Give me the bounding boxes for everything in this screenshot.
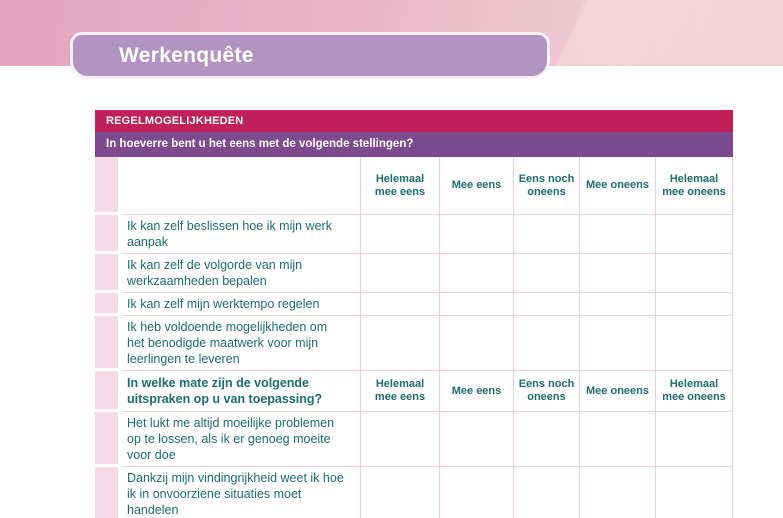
- statement-text: Ik kan zelf de volgorde van mijn werkzaamheden bepalen: [122, 254, 361, 293]
- scale-header-eens-noch-oneens: Eens noch oneens: [514, 157, 580, 215]
- mid-section-question: In welke mate zijn de volgende uitspraken op u van toepassing?: [122, 371, 361, 412]
- page-title-tab: [70, 32, 550, 79]
- row-marker: [95, 412, 122, 467]
- scale-header-helemaal-mee-eens: Helemaal mee eens: [361, 157, 440, 215]
- answer-cell[interactable]: [656, 254, 733, 293]
- page-title: Werkenquête: [119, 43, 254, 67]
- statement-row: [95, 254, 733, 293]
- statement-row: [95, 215, 733, 254]
- statement-row: [95, 293, 733, 316]
- answer-cell[interactable]: [580, 254, 656, 293]
- answer-cell[interactable]: [656, 412, 733, 467]
- answer-cell[interactable]: [580, 293, 656, 316]
- answer-cell[interactable]: [656, 293, 733, 316]
- row-marker: [95, 371, 122, 412]
- answer-cell[interactable]: [656, 316, 733, 371]
- statement-text: Ik heb voldoende mogelijkheden om het benodigde maatwerk voor mijn leerlingen te leveren: [122, 316, 361, 371]
- row-marker: [95, 316, 122, 371]
- answer-cell[interactable]: [656, 215, 733, 254]
- answer-cell[interactable]: [440, 316, 514, 371]
- answer-cell[interactable]: [440, 467, 514, 518]
- row-marker: [95, 293, 122, 316]
- answer-cell[interactable]: [580, 412, 656, 467]
- answer-cell[interactable]: [440, 254, 514, 293]
- statement-text: Dankzij mijn vindingrijkheid weet ik hoe ik in onvoorziene situaties moet handelen: [122, 467, 361, 518]
- answer-cell[interactable]: [580, 467, 656, 518]
- statement-text: Ik kan zelf beslissen hoe ik mijn werk aanpak: [122, 215, 361, 254]
- section-question: In hoeverre bent u het eens met de volgende stellingen?: [95, 132, 733, 157]
- statement-text: Ik kan zelf mijn werktempo regelen: [122, 293, 361, 316]
- answer-cell[interactable]: [361, 215, 440, 254]
- statement-row: [95, 467, 733, 518]
- likert-grid: [95, 157, 733, 518]
- scale-header-helemaal-mee-eens: Helemaal mee eens: [361, 371, 440, 412]
- answer-cell[interactable]: [361, 254, 440, 293]
- answer-cell[interactable]: [361, 467, 440, 518]
- answer-cell[interactable]: [361, 316, 440, 371]
- row-marker: [95, 157, 122, 215]
- row-marker: [95, 467, 122, 518]
- section-title: REGELMOGELIJKHEDEN: [95, 110, 733, 132]
- answer-cell[interactable]: [656, 467, 733, 518]
- row-marker: [95, 254, 122, 293]
- scale-header-eens-noch-oneens: Eens noch oneens: [514, 371, 580, 412]
- answer-cell[interactable]: [514, 215, 580, 254]
- answer-cell[interactable]: [440, 293, 514, 316]
- row-marker: [95, 215, 122, 254]
- answer-cell[interactable]: [514, 467, 580, 518]
- corner-cell: [122, 157, 361, 215]
- answer-cell[interactable]: [580, 316, 656, 371]
- scale-header-mee-eens: Mee eens: [440, 157, 514, 215]
- answer-cell[interactable]: [514, 293, 580, 316]
- statement-text: Het lukt me altijd moeilijke problemen op te lossen, als ik er genoeg moeite voor doe: [122, 412, 361, 467]
- scale-header-helemaal-mee-oneens: Helemaal mee oneens: [656, 157, 733, 215]
- answer-cell[interactable]: [514, 316, 580, 371]
- answer-cell[interactable]: [514, 412, 580, 467]
- scale-header-mee-oneens: Mee oneens: [580, 157, 656, 215]
- scale-header-row: [95, 157, 733, 215]
- scale-header-mee-oneens: Mee oneens: [580, 371, 656, 412]
- scale-header-mee-eens: Mee eens: [440, 371, 514, 412]
- statement-row: [95, 316, 733, 371]
- answer-cell[interactable]: [440, 215, 514, 254]
- survey-table: [95, 110, 733, 518]
- statement-row: [95, 412, 733, 467]
- answer-cell[interactable]: [361, 293, 440, 316]
- answer-cell[interactable]: [514, 254, 580, 293]
- mid-section-header-row: [95, 371, 733, 412]
- answer-cell[interactable]: [361, 412, 440, 467]
- answer-cell[interactable]: [580, 215, 656, 254]
- scale-header-helemaal-mee-oneens: Helemaal mee oneens: [656, 371, 733, 412]
- answer-cell[interactable]: [440, 412, 514, 467]
